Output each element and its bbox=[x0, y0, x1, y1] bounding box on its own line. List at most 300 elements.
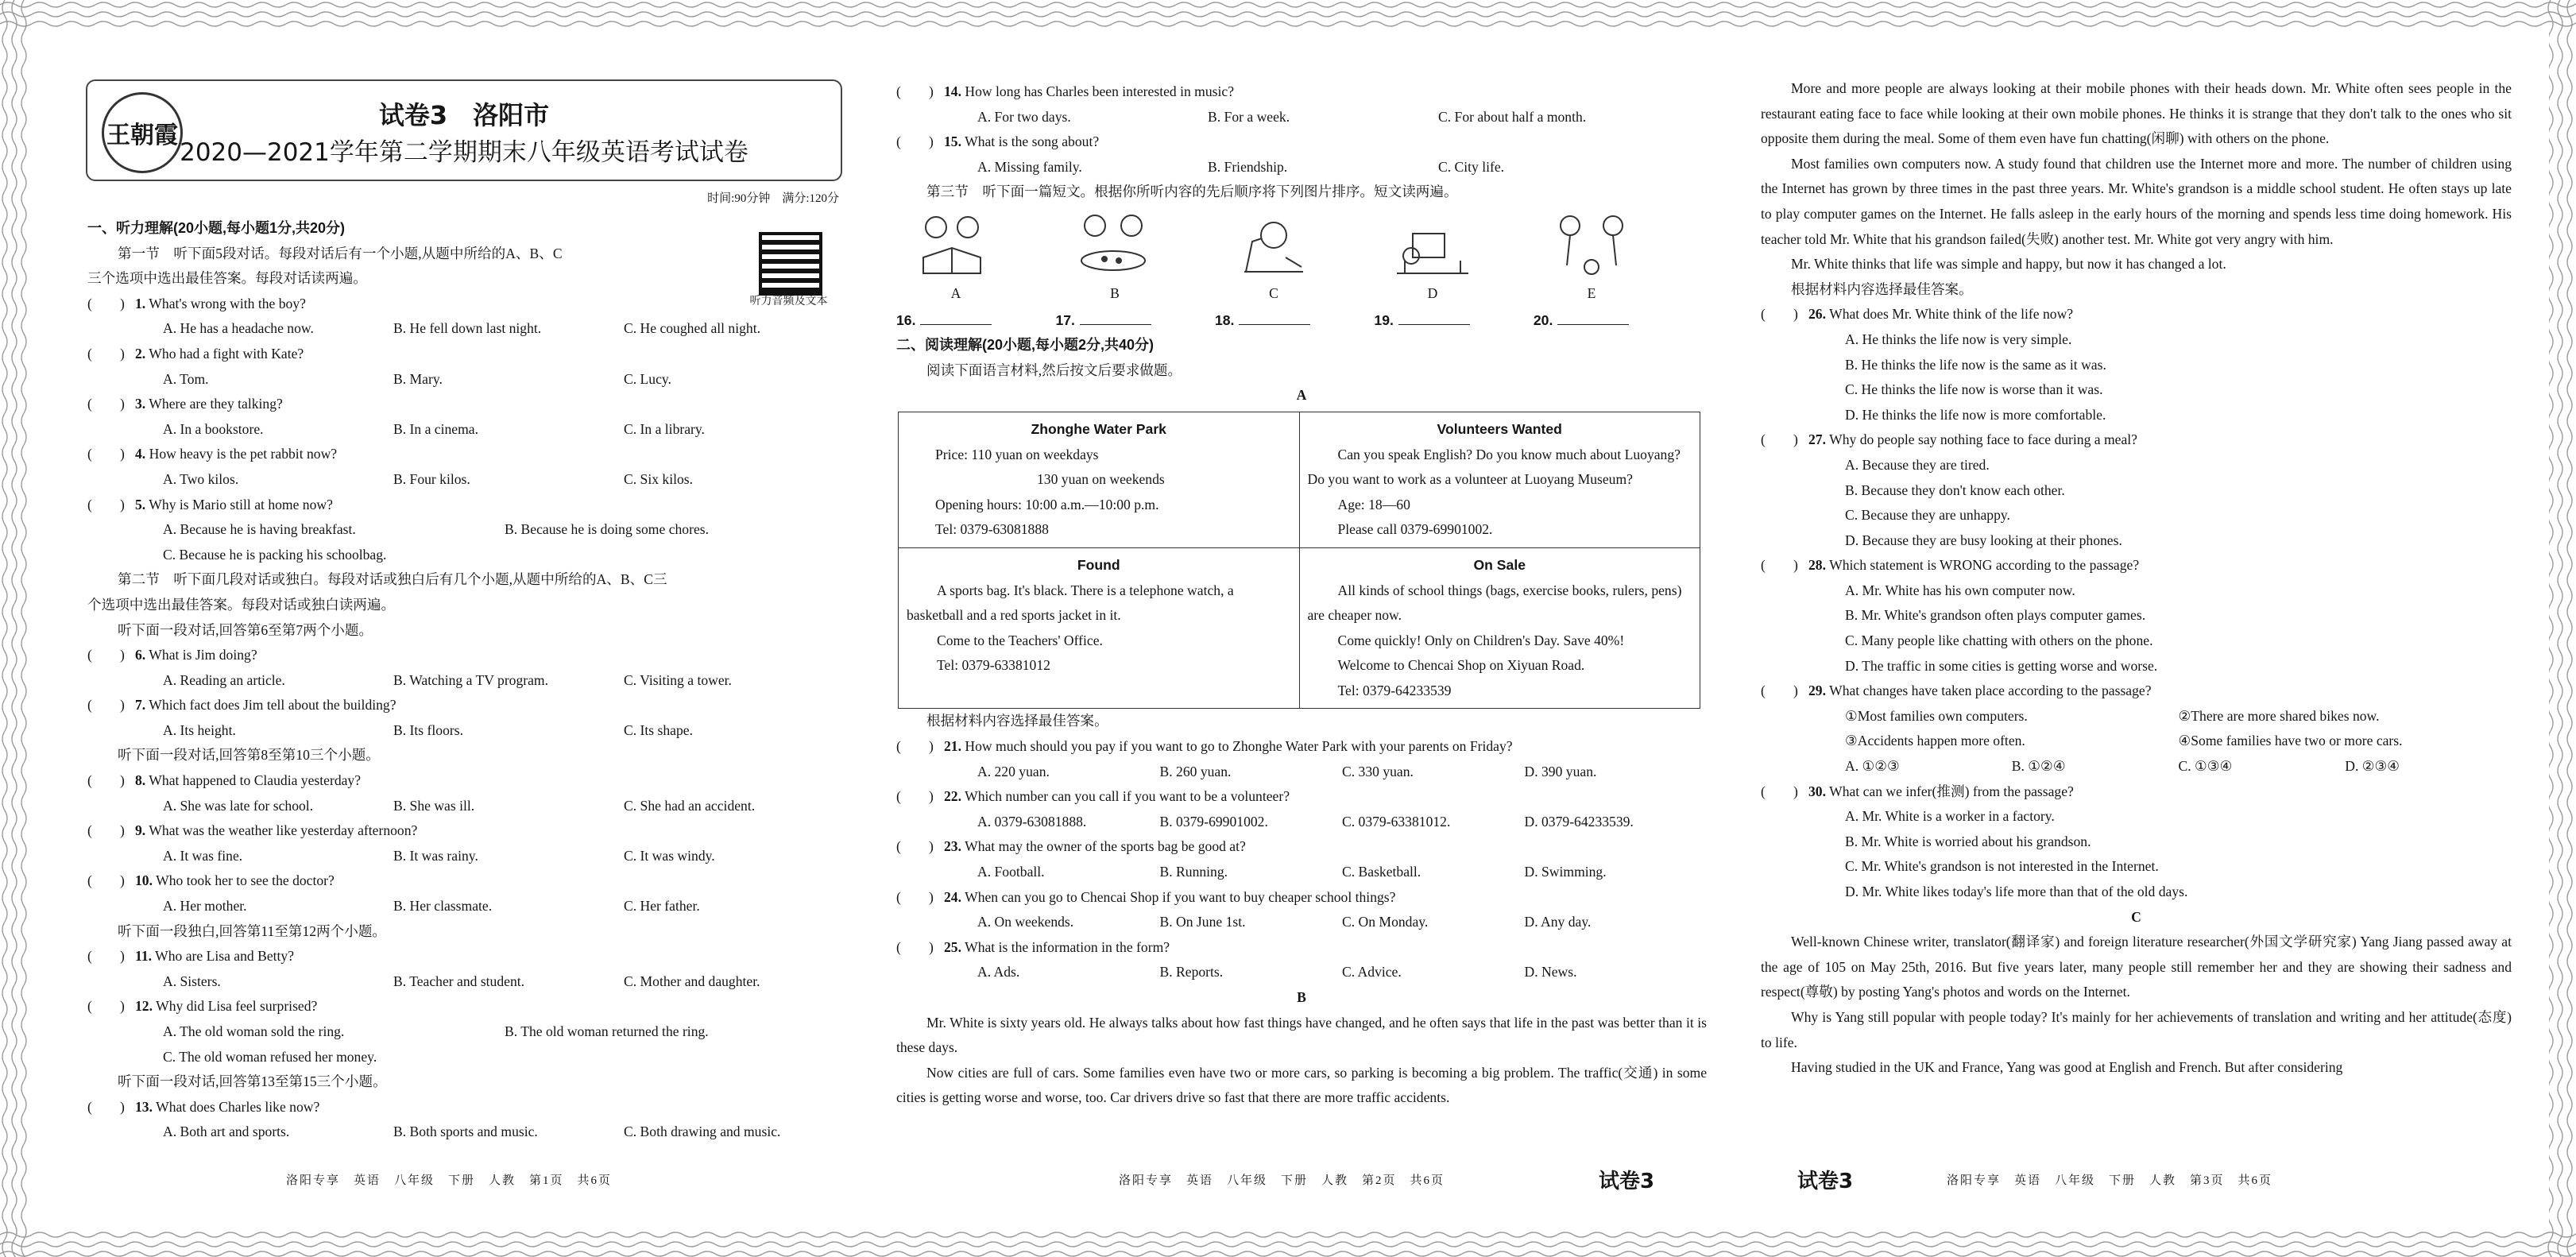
ad-line: Price: 110 yuan on weekdays bbox=[935, 446, 1099, 462]
question-4 bbox=[87, 442, 854, 467]
question-5 bbox=[87, 493, 854, 518]
time-score: 时间:90分钟 满分:120分 bbox=[707, 192, 839, 205]
part-heading: 一、听力理解(20小题,每小题1分,共20分) bbox=[87, 220, 346, 236]
option: C. For about half a month. bbox=[1438, 108, 1587, 125]
blank-number: 17. bbox=[1055, 311, 1075, 328]
option: C. Visiting a tower. bbox=[624, 671, 732, 688]
option: C. 330 yuan. bbox=[1342, 763, 1414, 779]
option: B. Reports. bbox=[1159, 964, 1224, 980]
statements bbox=[1761, 729, 2512, 754]
option: B. Friendship. bbox=[1208, 158, 1288, 175]
passage-c-paragraph: Having studied in the UK and France, Yang was good at English and French. But after considering bbox=[1791, 1059, 2343, 1076]
ad-line: Please call 0379-69901002. bbox=[1337, 521, 1493, 538]
option: B. ①②④ bbox=[2011, 758, 2066, 775]
option: B. 0379-69901002. bbox=[1159, 813, 1268, 830]
answer-blank[interactable]: ( ) bbox=[87, 647, 125, 663]
q-text: Why do people say nothing face to face during a meal? bbox=[1829, 431, 2137, 448]
question-29 bbox=[1761, 679, 2512, 704]
picture-label: C bbox=[1269, 284, 1278, 301]
picture-d bbox=[1381, 210, 1484, 307]
blank-19[interactable] bbox=[1374, 308, 1469, 334]
options bbox=[87, 467, 854, 493]
question-14 bbox=[896, 79, 1707, 105]
q-number: 15. bbox=[944, 133, 961, 150]
q-number: 25. bbox=[944, 938, 961, 955]
option: A. Football. bbox=[977, 864, 1045, 880]
answer-blank[interactable]: ( ) bbox=[87, 1098, 125, 1115]
logo-text: 王朝霞 bbox=[106, 122, 178, 149]
options bbox=[87, 1120, 854, 1145]
option: A. Missing family. bbox=[977, 158, 1082, 175]
question-28 bbox=[1761, 553, 2512, 578]
q-number: 26. bbox=[1808, 306, 1826, 323]
blank-18[interactable] bbox=[1215, 308, 1310, 334]
answer-blank[interactable]: ( ) bbox=[896, 938, 934, 955]
passage-b-paragraph: Mr. White is sixty years old. He always talks about how fast things have changed, and he often says that life in the past was better than it is these days. bbox=[896, 1014, 1707, 1056]
q-text: Who are Lisa and Betty? bbox=[155, 948, 295, 965]
option: C. Both drawing and music. bbox=[624, 1124, 781, 1140]
ad-line: Tel: 0379-63081888 bbox=[935, 521, 1049, 538]
q-text: Who took her to see the doctor? bbox=[156, 872, 335, 889]
options bbox=[87, 844, 854, 869]
option: B. Mary. bbox=[393, 370, 443, 387]
question-11 bbox=[87, 944, 854, 969]
answer-blank[interactable]: ( ) bbox=[1761, 557, 1798, 574]
picture-label: A bbox=[950, 284, 961, 301]
ad-title: On Sale bbox=[1473, 556, 1526, 573]
q-number: 6. bbox=[135, 647, 146, 663]
option: A. Tom. bbox=[163, 370, 209, 387]
question-12 bbox=[87, 994, 854, 1019]
option: B. Running. bbox=[1159, 864, 1228, 880]
q-number: 11. bbox=[135, 948, 153, 965]
option: A. Because they are tired. bbox=[1845, 456, 1990, 473]
answer-blank[interactable]: ( ) bbox=[1761, 306, 1798, 323]
option: B. 260 yuan. bbox=[1159, 763, 1232, 779]
q-text: Where are they talking? bbox=[149, 396, 283, 412]
passage-c-paragraph: Why is Yang still popular with people today? It's mainly for her achievements of translation and writing and her attitude(态度) to life. bbox=[1761, 1008, 2512, 1050]
option: A. Sisters. bbox=[163, 973, 221, 989]
q-text: What changes have taken place according to the passage? bbox=[1829, 683, 2152, 699]
qr-caption: 听力音频及文本 bbox=[749, 295, 828, 307]
option: B. Mr. White's grandson often plays computer games. bbox=[1845, 607, 2146, 624]
option: A. Ads. bbox=[977, 964, 1020, 980]
option: B. Teacher and student. bbox=[393, 973, 525, 989]
exam-subtitle: 2020—2021学年第二学期期末八年级英语考试试卷 bbox=[180, 138, 748, 167]
picture-row bbox=[904, 210, 1707, 307]
q-number: 3. bbox=[135, 396, 146, 412]
options bbox=[1761, 754, 2512, 779]
option: C. Advice. bbox=[1342, 964, 1402, 980]
option: A. For two days. bbox=[977, 108, 1071, 125]
option: B. Both sports and music. bbox=[393, 1124, 538, 1140]
q-number: 9. bbox=[135, 822, 146, 839]
blank-number: 18. bbox=[1214, 311, 1235, 328]
blank-20[interactable] bbox=[1534, 308, 1629, 334]
q-number: 1. bbox=[135, 295, 146, 311]
option: D. He thinks the life now is more comfortable. bbox=[1845, 406, 2106, 423]
reading-direction: 根据材料内容选择最佳答案。 bbox=[1791, 280, 1973, 297]
q-text: What happened to Claudia yesterday? bbox=[149, 772, 362, 789]
q-number: 12. bbox=[135, 998, 153, 1015]
option: D. ②③④ bbox=[2345, 758, 2400, 775]
ad-title: Volunteers Wanted bbox=[1437, 420, 1562, 437]
option: A. 220 yuan. bbox=[977, 763, 1050, 779]
ad-line: Come to the Teachers' Office. bbox=[937, 632, 1103, 648]
option: C. ①③④ bbox=[2178, 758, 2233, 775]
q-text: What was the weather like yesterday afternoon? bbox=[149, 822, 418, 839]
option: A. She was late for school. bbox=[163, 797, 314, 814]
option: B. Because they don't know each other. bbox=[1845, 482, 2065, 498]
boy-with-lamp-icon bbox=[1230, 210, 1317, 281]
option: C. Mr. White's grandson is not interested in the Internet. bbox=[1845, 858, 2159, 875]
picture-label: B bbox=[1110, 284, 1120, 301]
options bbox=[87, 543, 854, 568]
options bbox=[87, 718, 854, 744]
listening-note: 听下面一段独白,回答第11至第12两个小题。 bbox=[118, 922, 387, 939]
option: A. Mr. White is a worker in a factory. bbox=[1845, 808, 2055, 825]
option: C. The old woman refused her money. bbox=[163, 1048, 377, 1065]
q-number: 4. bbox=[135, 446, 146, 462]
q-text: What is the song about? bbox=[965, 133, 1100, 150]
option: C. On Monday. bbox=[1342, 914, 1429, 930]
option: D. Mr. White likes today's life more than that of the old days. bbox=[1845, 884, 2188, 899]
option: D. 0379-64233539. bbox=[1524, 813, 1634, 830]
question-23 bbox=[896, 834, 1707, 860]
q-number: 10. bbox=[135, 872, 153, 889]
picture-a bbox=[904, 210, 1008, 307]
option: A. Its height. bbox=[163, 721, 236, 738]
question-2 bbox=[87, 342, 854, 367]
statement: ④Some families have two or more cars. bbox=[2178, 733, 2403, 749]
column-2 bbox=[896, 79, 1707, 1111]
statement: ③Accidents happen more often. bbox=[1845, 733, 2025, 749]
q-text: What is the information in the form? bbox=[965, 938, 1170, 955]
ad-line: All kinds of school things (bags, exercise books, rulers, pens) are cheaper now. bbox=[1307, 582, 1682, 624]
picture-label: E bbox=[1587, 284, 1596, 301]
column-3 bbox=[1761, 76, 2512, 1081]
question-21 bbox=[896, 734, 1707, 760]
answer-blank[interactable]: ( ) bbox=[896, 838, 934, 855]
section-instruction: 个选项中选出最佳答案。每段对话或独白读两遍。 bbox=[87, 596, 396, 613]
option: B. Because he is doing some chores. bbox=[505, 521, 710, 538]
listening-note: 听下面一段对话,回答第8至第10三个小题。 bbox=[118, 747, 380, 764]
option: B. He thinks the life now is the same as it was. bbox=[1845, 356, 2106, 373]
paper-tag: 试卷3 bbox=[1599, 1170, 1655, 1193]
kids-playing-football-icon bbox=[1548, 210, 1635, 281]
option: A. 0379-63081888. bbox=[977, 813, 1087, 830]
options bbox=[896, 155, 1707, 180]
question-25 bbox=[896, 935, 1707, 961]
ad-title: Zhonghe Water Park bbox=[1031, 420, 1166, 437]
page-footer: 洛阳专享 英语 八年级 下册 人教 第3页 共6页 bbox=[1947, 1174, 2273, 1187]
picture-c bbox=[1222, 210, 1325, 307]
option: C. 0379-63381012. bbox=[1342, 813, 1451, 830]
option: C. Basketball. bbox=[1342, 864, 1421, 880]
question-6 bbox=[87, 643, 854, 668]
q-text: Who had a fight with Kate? bbox=[149, 345, 304, 362]
section-instruction: 第三节 听下面一篇短文。根据你所听内容的先后顺序将下列图片排序。短文读两遍。 bbox=[926, 184, 1458, 200]
passage-b-paragraph: Mr. White thinks that life was simple and happy, but now it has changed a lot. bbox=[1791, 256, 2226, 273]
column-1 bbox=[87, 216, 854, 1145]
options bbox=[896, 105, 1707, 130]
q-text: What can we infer(推测) from the passage? bbox=[1829, 783, 2074, 799]
option: A. Reading an article. bbox=[163, 671, 285, 688]
q-text: How long has Charles been interested in music? bbox=[965, 83, 1235, 99]
ad-line: A sports bag. It's black. There is a telephone watch, a basketball and a red sports jacket in it. bbox=[907, 582, 1234, 624]
ad-line: Can you speak English? Do you know much about Luoyang? Do you want to work as a volunteer at Luoyang Museum? bbox=[1307, 446, 1681, 488]
q-number: 13. bbox=[135, 1098, 153, 1115]
answer-blank[interactable]: ( ) bbox=[87, 998, 125, 1015]
statements bbox=[1761, 704, 2512, 729]
question-24 bbox=[896, 885, 1707, 911]
question-30 bbox=[1761, 779, 2512, 805]
answer-blank[interactable]: ( ) bbox=[896, 888, 934, 905]
options bbox=[896, 860, 1707, 885]
ad-line: Tel: 0379-64233539 bbox=[1337, 682, 1452, 698]
option: D. Swimming. bbox=[1524, 864, 1607, 880]
question-26 bbox=[1761, 302, 2512, 327]
page-footer: 洛阳专享 英语 八年级 下册 人教 第1页 共6页 bbox=[286, 1174, 613, 1187]
option: D. Any day. bbox=[1524, 914, 1592, 930]
question-3 bbox=[87, 392, 854, 417]
option: A. He thinks the life now is very simple. bbox=[1845, 331, 2072, 347]
question-7 bbox=[87, 693, 854, 718]
options bbox=[896, 960, 1707, 985]
option: C. Many people like chatting with others on the phone. bbox=[1845, 632, 2153, 649]
q-number: 24. bbox=[944, 888, 961, 905]
q-number: 21. bbox=[944, 738, 961, 755]
answer-blank[interactable]: ( ) bbox=[87, 948, 125, 965]
option: A. Because he is having breakfast. bbox=[163, 521, 356, 538]
answer-blank[interactable]: ( ) bbox=[896, 133, 934, 150]
answer-blank[interactable]: ( ) bbox=[87, 872, 125, 889]
options bbox=[87, 894, 854, 919]
ad-line: Opening hours: 10:00 a.m.—10:00 p.m. bbox=[935, 496, 1159, 512]
options bbox=[896, 810, 1707, 835]
listening-note: 听下面一段对话,回答第13至第15三个小题。 bbox=[118, 1073, 387, 1090]
question-27 bbox=[1761, 427, 2512, 453]
question-1 bbox=[87, 292, 854, 317]
option: A. It was fine. bbox=[163, 847, 243, 864]
question-10 bbox=[87, 868, 854, 894]
option: A. ①②③ bbox=[1845, 758, 1900, 775]
kids-reading-icon bbox=[912, 210, 1000, 281]
q-text: What does Mr. White think of the life now? bbox=[1829, 306, 2074, 323]
option: B. It was rainy. bbox=[393, 847, 478, 864]
passage-b-paragraph: More and more people are always looking at their mobile phones with their heads down. Mr. White often sees people in the restaurant eating face to face while looking at their own mobile phones. He thinks it is strange that they don't talk to the ones who sit opposite them during the meal. Some of them even have fun chatting(闲聊) with others on the phone. bbox=[1761, 80, 2512, 147]
q-number: 5. bbox=[135, 496, 146, 512]
blank-number: 19. bbox=[1374, 311, 1394, 328]
answer-blank[interactable]: ( ) bbox=[896, 83, 934, 99]
ad-title: Found bbox=[1077, 556, 1120, 573]
reading-direction: 根据材料内容选择最佳答案。 bbox=[926, 713, 1108, 729]
answer-blank[interactable]: ( ) bbox=[87, 822, 125, 839]
q-text: Why did Lisa feel surprised? bbox=[156, 998, 318, 1015]
answer-blank[interactable]: ( ) bbox=[87, 697, 125, 714]
section-instruction: 第一节 听下面5段对话。每段对话后有一个小题,从题中所给的A、B、C bbox=[118, 245, 563, 261]
blank-number: 20. bbox=[1533, 311, 1553, 328]
paper-tag: 试卷3 bbox=[1797, 1170, 1854, 1193]
option: A. He has a headache now. bbox=[163, 320, 314, 337]
blank-17[interactable] bbox=[1055, 308, 1151, 334]
ad-volunteers bbox=[1299, 412, 1700, 547]
question-22 bbox=[896, 784, 1707, 810]
q-text: What is Jim doing? bbox=[149, 647, 257, 663]
statement: ①Most families own computers. bbox=[1845, 707, 2028, 724]
q-number: 7. bbox=[135, 697, 146, 714]
answer-blank[interactable]: ( ) bbox=[1761, 683, 1798, 699]
option: A. Mr. White has his own computer now. bbox=[1845, 582, 2075, 598]
option: C. She had an accident. bbox=[624, 797, 756, 814]
options bbox=[87, 969, 854, 995]
option: A. In a bookstore. bbox=[163, 420, 264, 437]
q-number: 22. bbox=[944, 788, 961, 805]
options bbox=[896, 910, 1707, 935]
question-13 bbox=[87, 1095, 854, 1120]
option: C. Because they are unhappy. bbox=[1845, 507, 2010, 524]
answer-blank[interactable]: ( ) bbox=[87, 496, 125, 512]
exam-title: 试卷3 洛阳市 bbox=[378, 100, 550, 130]
exam-header bbox=[86, 79, 842, 181]
q-text: How much should you pay if you want to go to Zhonghe Water Park with your parents on Friday? bbox=[965, 738, 1513, 755]
part-heading: 二、阅读理解(20小题,每小题2分,共40分) bbox=[896, 337, 1155, 354]
passage-c-label: C bbox=[2131, 908, 2141, 925]
q-text: Which statement is WRONG according to the passage? bbox=[1829, 557, 2140, 574]
options bbox=[87, 1045, 854, 1070]
option: B. Her classmate. bbox=[393, 898, 493, 915]
option: D. The traffic in some cities is getting worse and worse. bbox=[1845, 657, 2158, 674]
question-15 bbox=[896, 130, 1707, 155]
option: B. He fell down last night. bbox=[393, 320, 542, 337]
sleeping-kid-icon bbox=[1389, 210, 1476, 281]
option: C. Because he is packing his schoolbag. bbox=[163, 546, 387, 563]
options bbox=[87, 794, 854, 819]
statement: ②There are more shared bikes now. bbox=[2178, 707, 2380, 724]
ad-line: Tel: 0379-63381012 bbox=[937, 657, 1050, 674]
q-number: 23. bbox=[944, 838, 961, 855]
passage-b-paragraph: Now cities are full of cars. Some families even have two or more cars, so parking is becoming a big problem. The traffic(交通) in some cities is getting worse and worse, too. Car drivers drive so fast that there are more traffic accidents. bbox=[896, 1064, 1707, 1106]
options bbox=[896, 760, 1707, 785]
passage-b-label: B bbox=[1297, 989, 1306, 1005]
passage-c-paragraph: Well-known Chinese writer, translator(翻译家) and foreign literature researcher(外国文学研究家) Yang Jiang passed away at the age of 105 on May 25th, 2016. But five years later, many people still remember her and they are showing their sadness and respect(尊敬) by posting Yang's photos and words on the Internet. bbox=[1761, 934, 2512, 1000]
reading-direction: 阅读下面语言材料,然后按文后要求做题。 bbox=[926, 362, 1182, 378]
q-number: 29. bbox=[1808, 683, 1826, 699]
q-number: 2. bbox=[135, 345, 146, 362]
option: B. Mr. White is worried about his grandson. bbox=[1845, 833, 2091, 849]
option: A. The old woman sold the ring. bbox=[163, 1023, 345, 1039]
options bbox=[87, 1019, 854, 1045]
q-text: Why is Mario still at home now? bbox=[149, 496, 333, 512]
option: A. On weekends. bbox=[977, 914, 1074, 930]
option: C. Mother and daughter. bbox=[624, 973, 760, 989]
ad-line: Come quickly! Only on Children's Day. Save 40%! bbox=[1337, 632, 1625, 648]
ad-on-sale bbox=[1299, 547, 1700, 709]
options bbox=[87, 417, 854, 443]
option: A. Two kilos. bbox=[163, 470, 239, 487]
options bbox=[87, 367, 854, 393]
option: A. Her mother. bbox=[163, 898, 247, 915]
ads-table bbox=[898, 412, 1700, 710]
picture-e bbox=[1540, 210, 1643, 307]
q-text: What may the owner of the sports bag be good at? bbox=[965, 838, 1246, 855]
option: D. 390 yuan. bbox=[1524, 763, 1597, 779]
answer-blank[interactable]: ( ) bbox=[87, 772, 125, 789]
question-8 bbox=[87, 768, 854, 794]
q-text: What does Charles like now? bbox=[156, 1098, 320, 1115]
option: C. Its shape. bbox=[624, 721, 693, 738]
passage-b-paragraph: Most families own computers now. A study found that children use the Internet more and more. The number of children using the Internet has grown by three times in the past three years. Mr. White's grandson is a middle school student. He often stays up late to play computer games on the Internet. He falls asleep in the early hours of the morning and spends less time doing homework. His teacher told Mr. White that his grandson failed(失败) another test. Mr. White got very angry with him. bbox=[1761, 155, 2512, 247]
ad-line: 130 yuan on weekends bbox=[1037, 471, 1165, 488]
option: C. Six kilos. bbox=[624, 470, 694, 487]
option: C. In a library. bbox=[624, 420, 705, 437]
q-text: When can you go to Chencai Shop if you want to buy cheaper school things? bbox=[965, 888, 1396, 905]
option: C. He thinks the life now is worse than it was. bbox=[1845, 381, 2103, 398]
page-footer: 洛阳专享 英语 八年级 下册 人教 第2页 共6页 bbox=[1119, 1174, 1445, 1187]
blank-number: 16. bbox=[896, 311, 916, 328]
option: B. In a cinema. bbox=[393, 420, 478, 437]
blank-16[interactable] bbox=[896, 308, 992, 334]
q-number: 28. bbox=[1808, 557, 1826, 574]
kids-eating-icon bbox=[1071, 210, 1158, 281]
section-instruction: 三个选项中选出最佳答案。每段对话读两遍。 bbox=[87, 270, 367, 287]
answer-blank[interactable]: ( ) bbox=[896, 738, 934, 755]
ad-line: Welcome to Chencai Shop on Xiyuan Road. bbox=[1337, 657, 1585, 674]
option: A. Both art and sports. bbox=[163, 1124, 290, 1140]
answer-blank[interactable]: ( ) bbox=[1761, 431, 1798, 448]
answer-blank[interactable]: ( ) bbox=[87, 295, 125, 311]
option: D. Because they are busy looking at their phones. bbox=[1845, 532, 2122, 548]
ad-line: Age: 18—60 bbox=[1337, 496, 1410, 512]
ad-water-park bbox=[899, 412, 1300, 547]
answer-blanks bbox=[896, 308, 1707, 334]
option: C. Her father. bbox=[624, 898, 700, 915]
question-9 bbox=[87, 818, 854, 844]
q-number: 14. bbox=[944, 83, 961, 99]
picture-b bbox=[1063, 210, 1166, 307]
answer-blank[interactable]: ( ) bbox=[896, 788, 934, 805]
q-number: 30. bbox=[1808, 783, 1826, 799]
q-number: 27. bbox=[1808, 431, 1826, 448]
answer-blank[interactable]: ( ) bbox=[87, 345, 125, 362]
option: C. Lucy. bbox=[624, 370, 671, 387]
answer-blank[interactable]: ( ) bbox=[1761, 783, 1798, 799]
q-text: Which number can you call if you want to be a volunteer? bbox=[965, 788, 1290, 805]
options bbox=[87, 316, 854, 342]
answer-blank[interactable]: ( ) bbox=[87, 446, 125, 462]
option: B. On June 1st. bbox=[1159, 914, 1246, 930]
q-text: Which fact does Jim tell about the building? bbox=[149, 697, 396, 714]
option: C. It was windy. bbox=[624, 847, 715, 864]
option: B. She was ill. bbox=[393, 797, 475, 814]
picture-label: D bbox=[1427, 284, 1438, 301]
option: B. The old woman returned the ring. bbox=[505, 1023, 709, 1039]
q-text: What's wrong with the boy? bbox=[149, 295, 306, 311]
section-instruction: 第二节 听下面几段对话或独白。每段对话或独白后有几个小题,从题中所给的A、B、C三 bbox=[118, 571, 667, 588]
options bbox=[87, 517, 854, 543]
answer-blank[interactable]: ( ) bbox=[87, 396, 125, 412]
option: B. Watching a TV program. bbox=[393, 671, 549, 688]
option: B. Its floors. bbox=[393, 721, 463, 738]
q-text: How heavy is the pet rabbit now? bbox=[149, 446, 338, 462]
option: D. News. bbox=[1524, 964, 1577, 980]
ad-found bbox=[899, 547, 1300, 709]
option: B. For a week. bbox=[1208, 108, 1290, 125]
passage-a-label: A bbox=[1296, 387, 1307, 404]
option: C. City life. bbox=[1438, 158, 1505, 175]
option: C. He coughed all night. bbox=[624, 320, 760, 337]
listening-note: 听下面一段对话,回答第6至第7两个小题。 bbox=[118, 621, 373, 638]
